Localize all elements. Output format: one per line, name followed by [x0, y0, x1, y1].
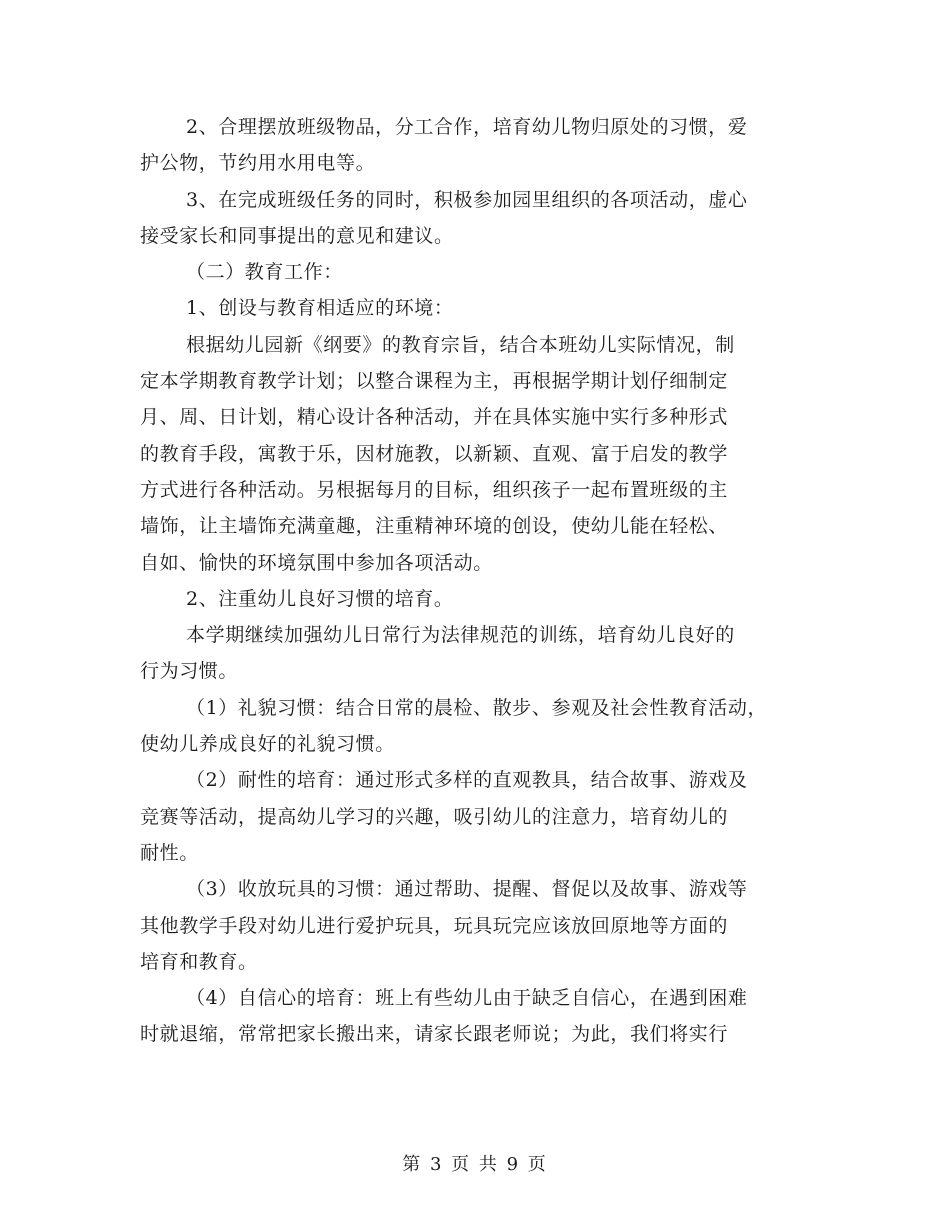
section-heading: （二）教育工作：: [186, 261, 343, 284]
subsection-heading: 1、创设与教育相适应的环境：: [186, 297, 454, 320]
text-line: 2、合理摆放班级物品，分工合作，培育幼儿物归原处的习惯，爱: [186, 116, 748, 138]
text-line: 自如、愉快的环境氛围中参加各项活动。: [140, 551, 493, 574]
text-line: （2）耐性的培育：通过形式多样的直观教具，结合故事、游戏及: [186, 769, 748, 792]
text-line: 使幼儿养成良好的礼貌习惯。: [140, 733, 395, 756]
text-line: （4）自信心的培育：班上有些幼儿由于缺乏自信心，在遇到困难: [186, 987, 748, 1010]
text-line: 方式进行各种活动。另根据每月的目标，组织孩子一起布置班级的主: [140, 478, 729, 501]
document-body: [140, 109, 840, 1053]
text-line: 月、周、日计划，精心设计各种活动，并在具体实施中实行多种形式: [140, 406, 729, 429]
text-line: 定本学期教育教学计划；以整合课程为主，再根据学期计划仔细制定: [140, 370, 729, 393]
text-line: 时就退缩，常常把家长搬出来，请家长跟老师说；为此，我们将实行: [140, 1023, 729, 1046]
text-line: （3）收放玩具的习惯：通过帮助、提醒、督促以及故事、游戏等: [186, 878, 748, 901]
text-line: （1）礼貌习惯：结合日常的晨检、散步、参观及社会性教育活动，: [186, 696, 768, 719]
text-line: 培育和教育。: [140, 950, 258, 973]
text-line: 接受家长和同事提出的意见和建议。: [140, 224, 454, 247]
page-number-footer: 第 3 页 共 9 页: [402, 1154, 548, 1175]
text-line: 耐性。: [140, 841, 199, 864]
text-line: 行为习惯。: [140, 660, 239, 683]
text-line: 本学期继续加强幼儿日常行为法律规范的训练，培育幼儿良好的: [186, 624, 735, 647]
text-line: 其他教学手段对幼儿进行爱护玩具，玩具玩完应该放回原地等方面的: [140, 914, 729, 937]
text-line: 护公物，节约用水用电等。: [140, 152, 376, 175]
text-line: 根据幼儿园新《纲要》的教育宗旨，结合本班幼儿实际情况，制: [186, 333, 735, 356]
text-line: 墙饰，让主墙饰充满童趣，注重精神环境的创设，使幼儿能在轻松、: [140, 515, 729, 538]
text-line: 竞赛等活动，提高幼儿学习的兴趣，吸引幼儿的注意力，培育幼儿的: [140, 805, 729, 828]
text-line: 的教育手段，寓教于乐，因材施教，以新颖、直观、富于启发的教学: [140, 442, 729, 465]
text-line: 3、在完成班级任务的同时，积极参加园里组织的各项活动，虚心: [186, 188, 748, 211]
subsection-heading: 2、注重幼儿良好习惯的培育。: [186, 587, 454, 610]
